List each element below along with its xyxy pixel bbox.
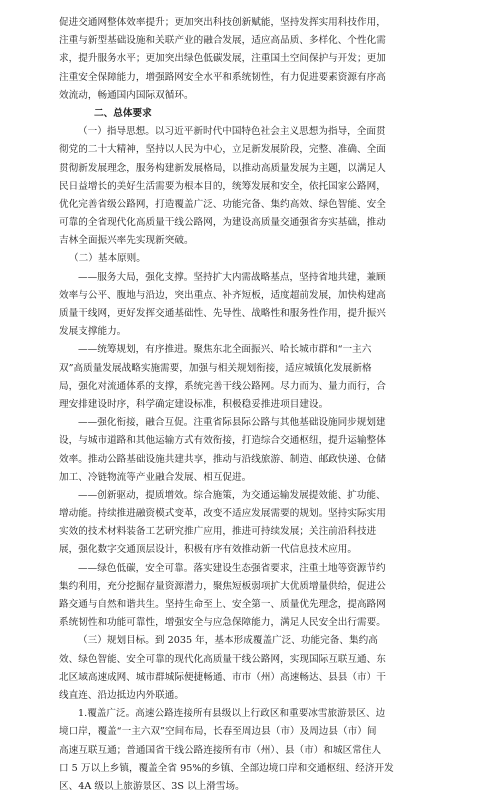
text-line: 可靠的全省现代化高质量干线公路网，为建设高质量交通强省夯实基础，推动 (59, 217, 386, 229)
text-line: 效率与公平、腹地与沿边，突出重点、补齐短板，适度超前发展，加快构建高 (59, 289, 386, 301)
text-line: 彻党的二十大精神，坚持以人民为中心，立足新发展阶段，完整、准确、全面 (59, 144, 386, 156)
text-line: 促进交通网整体效率提升；更加突出科技创新赋能，坚持发挥实用科技作用， (59, 17, 386, 28)
text-line: 线直连、沿边抵边内外联通。 (59, 689, 184, 701)
text-line: ——强化衔接，融合互促。注重省际县际公路与其他基础设施同步规划建 (78, 417, 386, 429)
section-heading: 二、总体要求 (94, 107, 152, 119)
text-line: 实效的技术材料装备工艺研究推广应用，推进可持续发展；关注前沿科技进 (59, 526, 377, 538)
text-line: 优化完善省级公路网，打造覆盖广泛、功能完备、集约高效、绿色智能、安全 (59, 198, 386, 210)
text-line: 北区域高速成网、城市群城际便捷畅通、市市（州）高速畅达、县县（市）干 (59, 671, 386, 683)
text-line: 路交通与自然和谐共生。坚持生命至上、安全第一、质量优先理念，提高路网 (59, 599, 386, 610)
text-line: 集约利用，充分挖掘存量资源潜力，聚焦短板弱项扩大优质增量供给，促进公 (59, 580, 386, 592)
text-line: 局，强化对流通体系的支撑，系统完善干线公路网。尽力而为、量力而行，合 (59, 380, 386, 392)
text-line: 加工、冷链物流等产业融合发展、相互促进。 (59, 471, 252, 483)
text-line: 增动能。持续推进融资模式变革，改变不适应发展需要的规划。坚持实际实用 (59, 508, 386, 520)
text-line: 系统韧性和功能可靠性，增强安全与应急保障能力，满足人民安全出行需要。 (59, 617, 386, 629)
text-line: 贯彻新发展理念，服务构建新发展格局，以推动高质量发展为主题，以满足人 (59, 162, 386, 174)
text-line: 民日益增长的美好生活需要为根本目的，统筹发展和安全，依托国家公路网， (59, 180, 386, 192)
text-line: 效率。推动公路基础设施共建共享，推动与沿线旅游、制造、邮政快递、仓储 (59, 453, 386, 465)
text-line: 质量干线网，更好发挥交通基础性、先导性、战略性和服务性作用，提升振兴 (59, 308, 386, 319)
text-line: 注重安全保障能力，增强路网安全水平和系统韧性，有力促进要素资源有序高 (59, 71, 386, 83)
text-line: ——服务大局，强化支撑。坚持扩大内需战略基点，坚持省地共建，兼顾 (78, 271, 386, 283)
text-line: 效、绿色智能、安全可靠的现代化高质量干线公路网，实现国际互联互通、东 (59, 653, 386, 665)
text-line: ——绿色低碳，安全可靠。落实建设生态强省要求，注重土地等资源节约 (78, 562, 386, 574)
text-line: 效流动，畅通国内国际双循环。 (59, 89, 194, 101)
text-line: （一）指导思想。以习近平新时代中国特色社会主义思想为指导，全面贯 (78, 126, 386, 138)
text-line: 发展支撑能力。 (59, 326, 127, 338)
text-line: 境口岸，覆盖“一主六双”空间布局，长春至周边县（市）及周边县（市）间 (59, 726, 377, 738)
text-line: 展，强化数字交通顶层设计，积极有序有效推动新一代信息技术应用。 (59, 544, 358, 556)
text-line: 1.覆盖广泛。高速公路连接所有县级以上行政区和重要冰雪旅游景区、边 (78, 708, 386, 720)
text-line: 区、4A 级以上旅游景区、3S 以上滑雪场。 (59, 780, 245, 792)
text-line: 注重与新型基础设施和关联产业的融合发展，适应高品质、多样化、个性化需 (59, 35, 386, 47)
text-line: ——统筹规划，有序推进。聚焦东北全面振兴、哈长城市群和“一主六 (78, 344, 372, 356)
text-line: ——创新驱动，提质增效。综合施策，为交通运输发展提效能、扩功能、 (78, 489, 386, 501)
text-line: 吉林全面振兴率先实现新突破。 (59, 235, 194, 247)
text-line: （三）规划目标。到 2035 年，基本形成覆盖广泛、功能完备、集约高 (78, 635, 378, 647)
text-line: 口 5 万以上乡镇，覆盖全省 95%的乡镇、全部边境口岸和交通枢纽、经济开发 (59, 762, 394, 774)
text-line: （二）基本原则。 (69, 253, 146, 265)
text-line: 理安排建设时序，科学确定建设标准，积极稳妥推进项目建设。 (59, 398, 329, 410)
text-line: 设，与城市道路和其他运输方式有效衔接，打造综合交通枢纽，提升运输整体 (59, 435, 386, 447)
text-line: 双”高质量发展战略实施需要，加强与相关规划衔接，适应城镇化发展新格 (59, 362, 372, 374)
text-line: 求，提升服务水平；更加突出绿色低碳发展，注重国土空间保护与开发；更加 (59, 53, 386, 65)
text-line: 高速互联互通；普通国省干线公路连接所有市（州）、县（市）和城区常住人 (59, 744, 382, 756)
